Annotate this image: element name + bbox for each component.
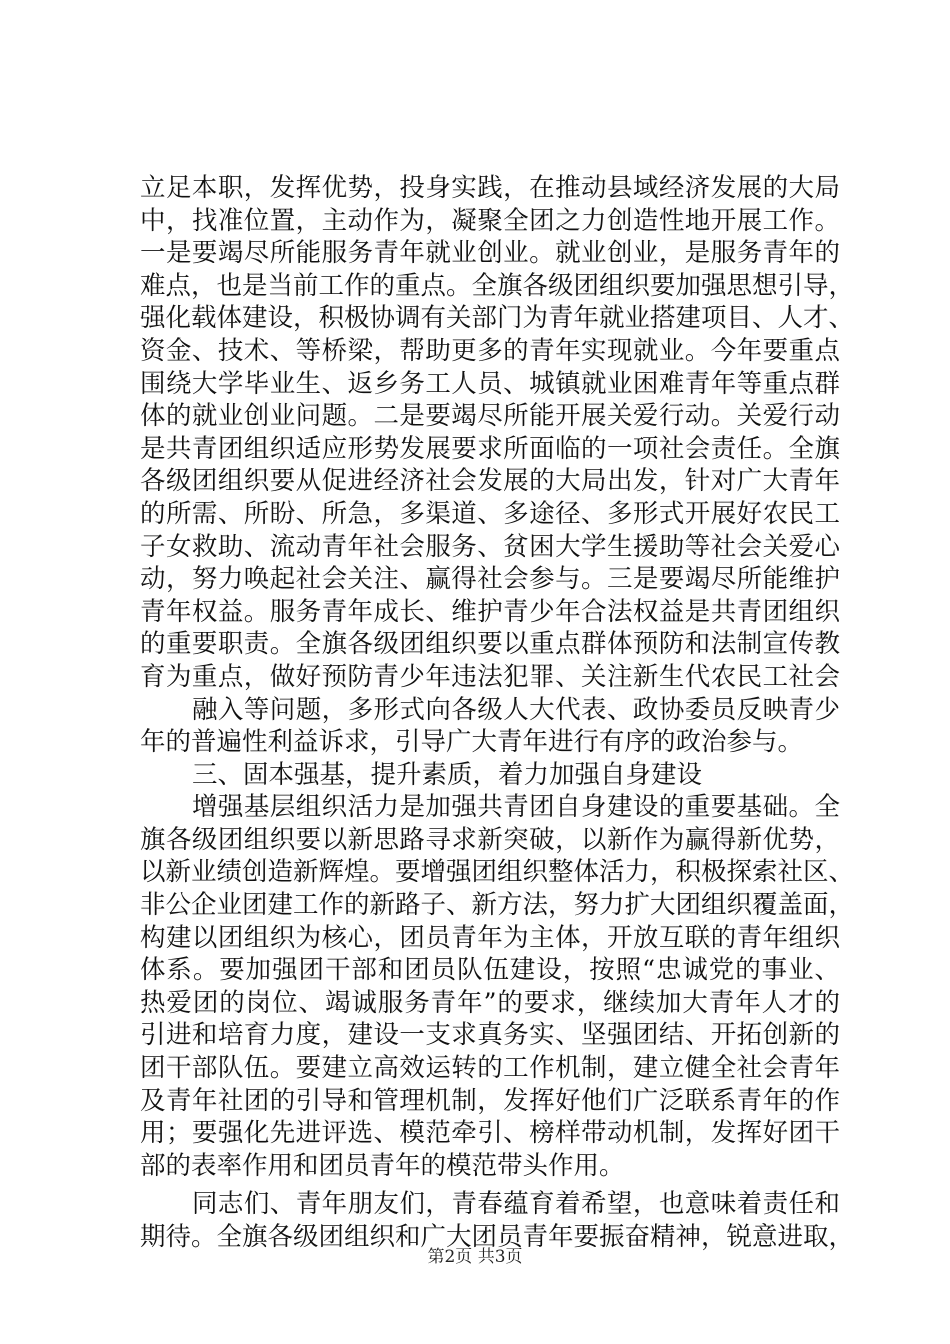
text-line: 围绕大学毕业生、返乡务工人员、城镇就业困难青年等重点群 [140, 368, 840, 399]
text-line: 是共青团组织适应形势发展要求所面临的一项社会责任。全旗 [140, 433, 840, 464]
text-line: 年的普遍性利益诉求，引导广大青年进行有序的政治参与。 [140, 727, 804, 758]
text-line: 热爱团的岗位、竭诚服务青年”的要求，继续加大青年人才的 [140, 987, 840, 1018]
text-line: 子女救助、流动青年社会服务、贫困大学生援助等社会关爱心 [140, 531, 840, 562]
text-line: 及青年社团的引导和管理机制，发挥好他们广泛联系青年的作 [140, 1085, 840, 1116]
page-number: 第2页 共3页 [427, 1247, 523, 1267]
text-line: 增强基层组织活力是加强共青团自身建设的重要基础。全 [192, 792, 840, 823]
text-line: 同志们、青年朋友们，青春蕴育着希望，也意味着责任和 [192, 1189, 840, 1220]
text-line: 的所需、所盼、所急，多渠道、多途径、多形式开展好农民工 [140, 498, 840, 529]
text-line: 构建以团组织为核心，团员青年为主体，开放互联的青年组织 [140, 922, 840, 953]
text-line: 一是要竭尽所能服务青年就业创业。就业创业，是服务青年的 [140, 238, 840, 269]
text-line: 育为重点，做好预防青少年违法犯罪、关注新生代农民工社会 [140, 661, 840, 692]
text-line: 难点，也是当前工作的重点。全旗各级团组织要加强思想引导， [140, 270, 855, 301]
text-line: 用；要强化先进评选、模范牵引、榜样带动机制，发挥好团干 [140, 1118, 840, 1149]
text-line: 动，努力唤起社会关注、赢得社会参与。三是要竭尽所能维护 [140, 564, 840, 595]
text-line: 青年权益。服务青年成长、维护青少年合法权益是共青团组织 [140, 596, 840, 627]
text-line: 团干部队伍。要建立高效运转的工作机制，建立健全社会青年 [140, 1053, 840, 1084]
text-line: 部的表率作用和团员青年的模范带头作用。 [140, 1150, 625, 1181]
text-line: 三、固本强基，提升素质，着力加强自身建设 [192, 759, 703, 790]
text-line: 的重要职责。全旗各级团组织要以重点群体预防和法制宣传教 [140, 629, 840, 660]
text-line: 融入等问题，多形式向各级人大代表、政协委员反映青少 [192, 694, 840, 725]
text-line: 旗各级团组织要以新思路寻求新突破，以新作为赢得新优势， [140, 824, 840, 855]
text-line: 非公企业团建工作的新路子、新方法，努力扩大团组织覆盖面， [140, 890, 855, 921]
text-line: 体系。要加强团干部和团员队伍建设，按照“忠诚党的事业、 [140, 955, 840, 986]
text-line: 期待。全旗各级团组织和广大团员青年要振奋精神，锐意进取， [140, 1222, 855, 1252]
text-line: 中，找准位置，主动作为，凝聚全团之力创造性地开展工作。 [140, 205, 840, 236]
text-line: 资金、技术、等桥梁，帮助更多的青年实现就业。今年要重点 [140, 335, 840, 366]
document-body [140, 172, 855, 1254]
text-line: 强化载体建设，积极协调有关部门为青年就业搭建项目、人才、 [140, 303, 855, 334]
text-line: 以新业绩创造新辉煌。要增强团组织整体活力，积极探索社区、 [140, 857, 855, 888]
text-line: 立足本职，发挥优势，投身实践，在推动县域经济发展的大局 [140, 173, 840, 203]
text-line: 体的就业创业问题。二是要竭尽所能开展关爱行动。关爱行动 [140, 401, 840, 432]
text-line: 各级团组织要从促进经济社会发展的大局出发，针对广大青年 [140, 466, 840, 497]
text-line: 引进和培育力度，建设一支求真务实、坚强团结、开拓创新的 [140, 1020, 840, 1051]
